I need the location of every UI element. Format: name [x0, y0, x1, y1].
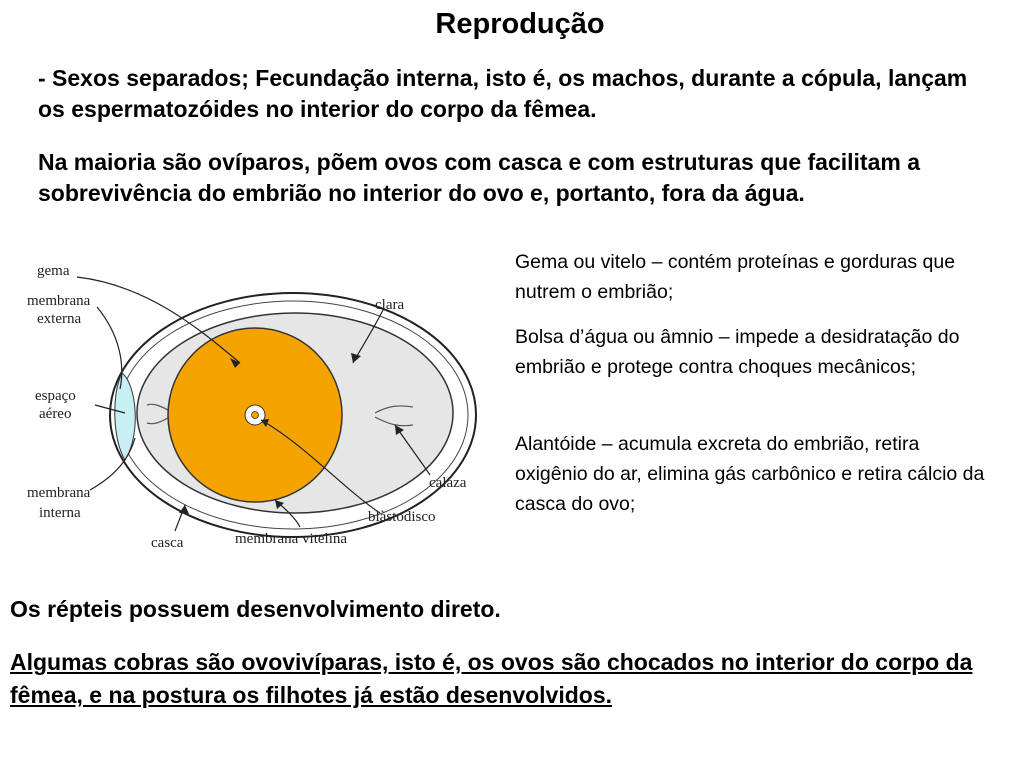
leader-membrana-externa: [97, 307, 122, 389]
label-membrana-vitelina: membrana vitelina: [235, 531, 348, 547]
label-casca: casca: [151, 535, 184, 551]
side-note-alantoide: Alantóide – acumula excreta do embrião, retira oxigênio do ar, elimina gás carbônico e retira cálcio da casca do ovo;: [515, 433, 985, 515]
label-gema: gema: [37, 263, 70, 279]
label-membrana-externa-1: membrana: [27, 293, 91, 309]
intro-paragraph-2: Na maioria são ovíparos, põem ovos com casca e com estruturas que facilitam a sobrevivência do embrião no interior do ovo e, portanto, fora da água.: [38, 149, 921, 206]
bottom-paragraph-ovoviviparous: Algumas cobras são ovovivíparas, isto é, os ovos são chocados no interior do corpo da fêmea, e na postura os filhotes já estão desenvolvidos.: [10, 649, 973, 708]
egg-diagram-svg: [25, 255, 485, 555]
label-membrana-interna-1: membrana: [27, 485, 91, 501]
label-espaco-aereo-1: espaço: [35, 388, 76, 404]
label-clara: clara: [375, 297, 405, 313]
label-membrana-externa-2: externa: [37, 311, 82, 327]
side-note-gema: Gema ou vitelo – contém proteínas e gorduras que nutrem o embrião;: [515, 251, 956, 303]
label-calaza: calaza: [429, 475, 467, 491]
blastodisc-inner: [252, 412, 259, 419]
label-membrana-interna-2: interna: [39, 505, 81, 521]
bottom-paragraph-direct-development: Os répteis possuem desenvolvimento direto.: [10, 596, 501, 622]
page-title: Reprodução: [435, 8, 605, 40]
label-blastodisco: blàstodisco: [368, 509, 436, 525]
intro-paragraph-1: - Sexos separados; Fecundação interna, isto é, os machos, durante a cópula, lançam os espermatozóides no interior do corpo da fêmea.: [38, 65, 968, 122]
label-espaco-aereo-2: aéreo: [39, 406, 72, 422]
side-note-amnio: Bolsa d’água ou âmnio – impede a desidratação do embrião e protege contra choques mecânicos;: [515, 326, 960, 378]
egg-diagram: [25, 255, 485, 560]
